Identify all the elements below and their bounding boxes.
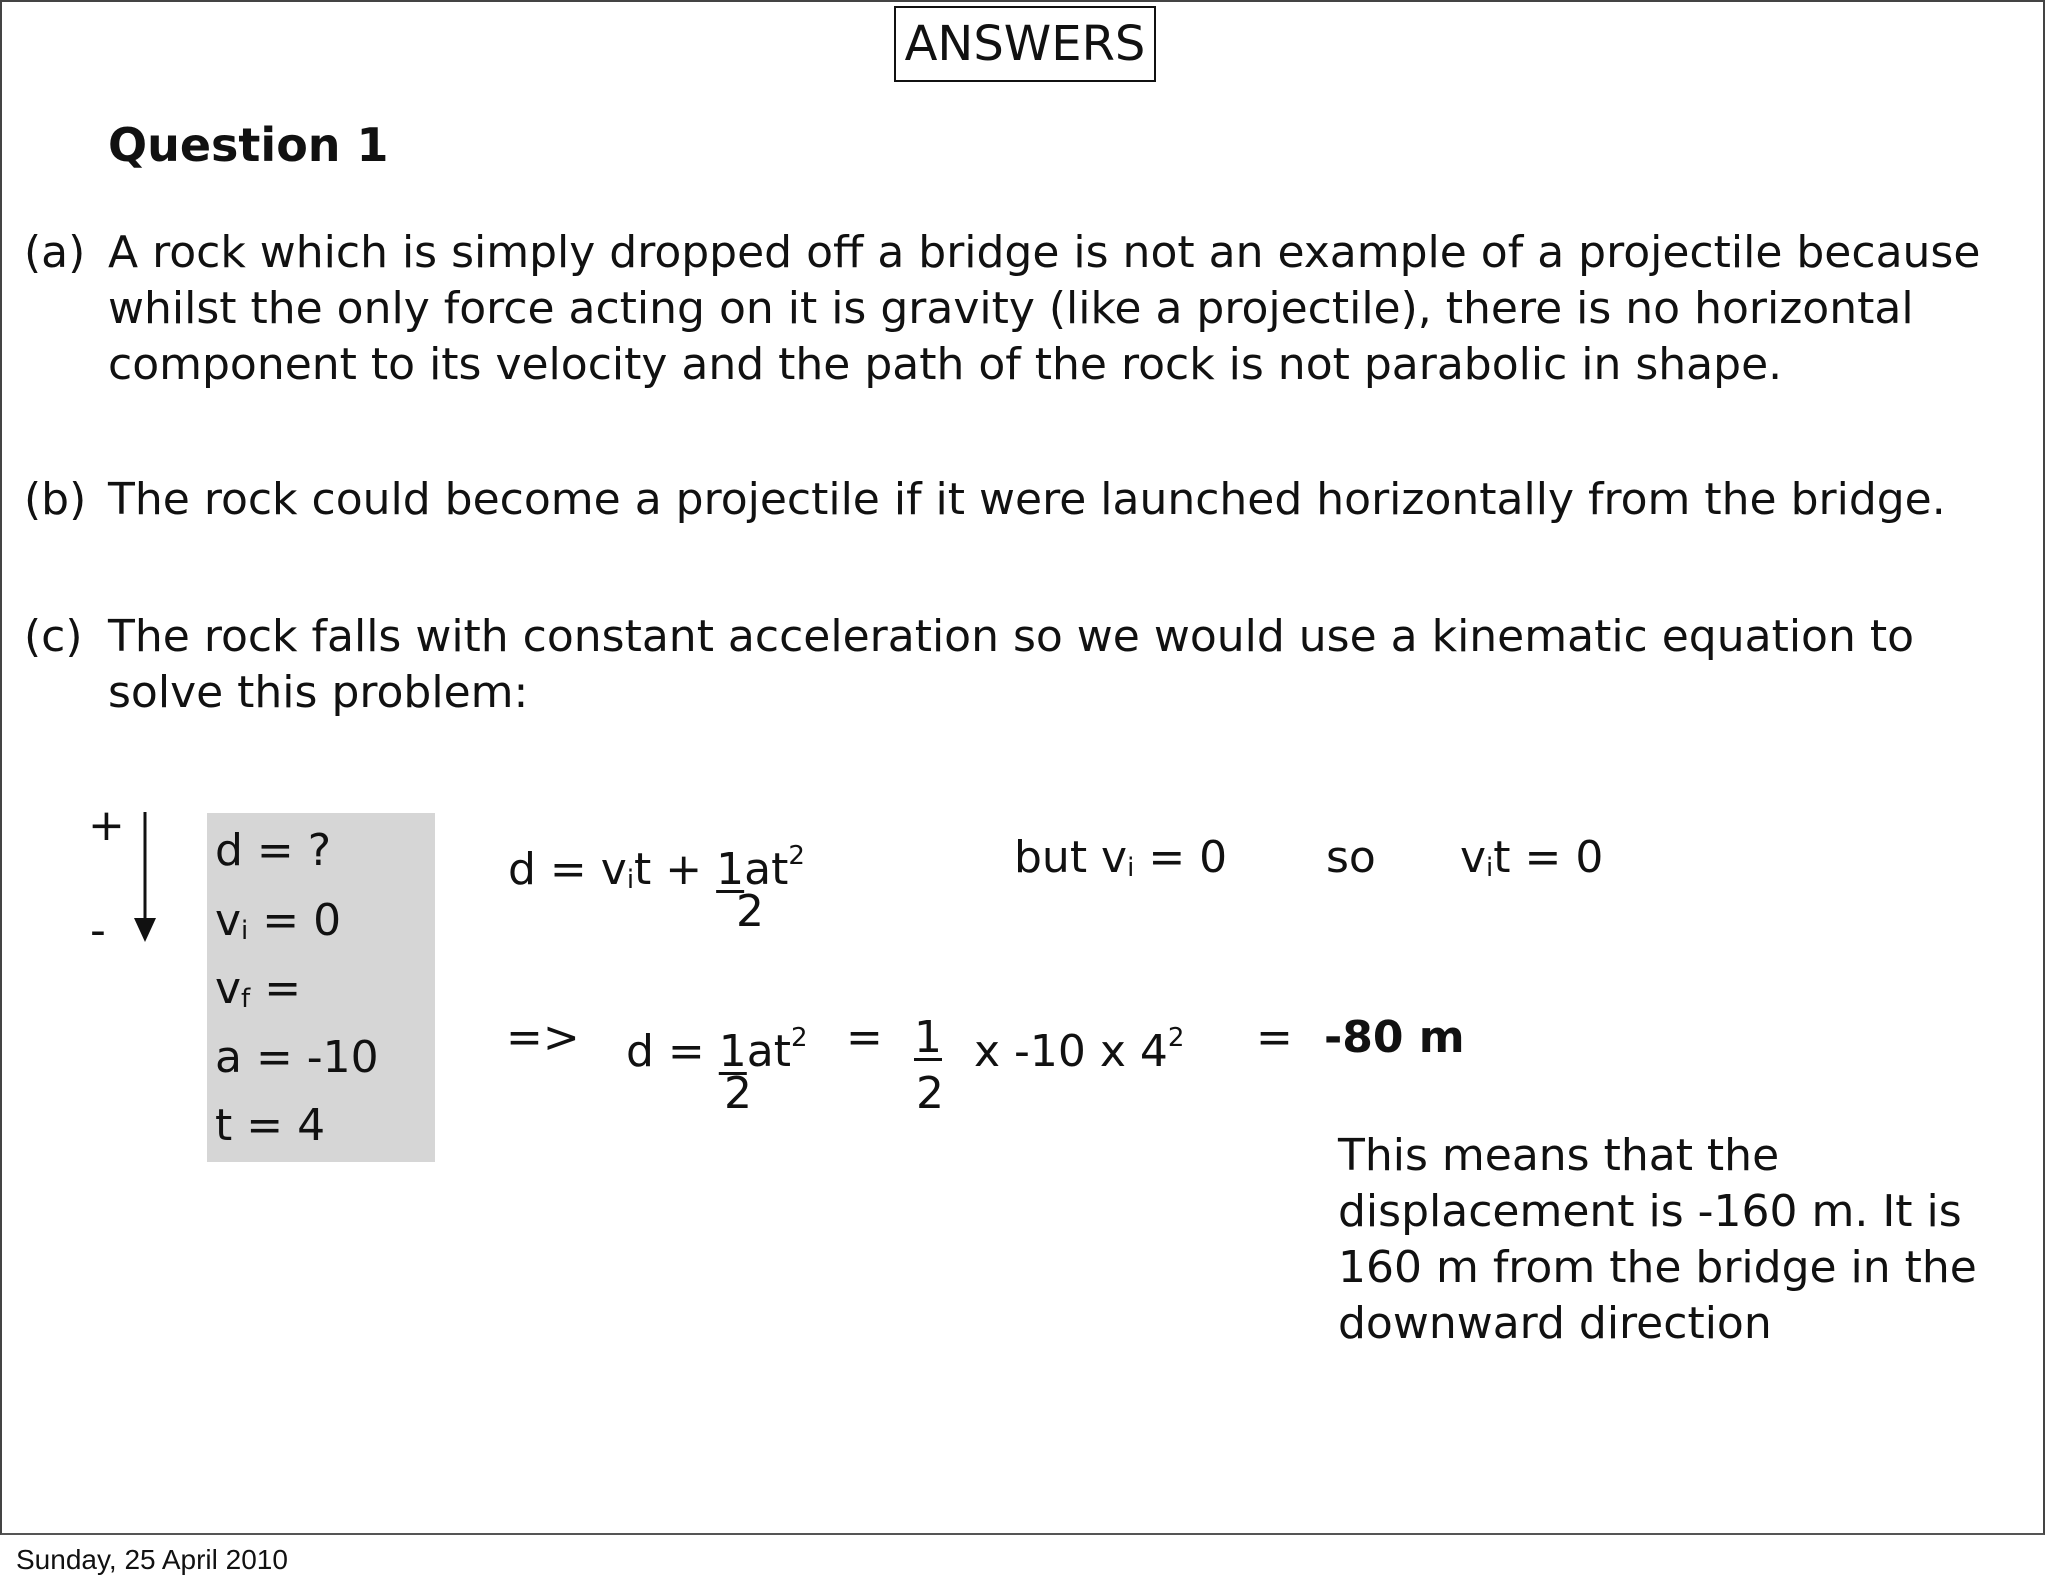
implies-arrow: => <box>506 1012 580 1063</box>
question-title: Question 1 <box>108 118 389 172</box>
vit-zero: $v_it = 0$ <box>1460 832 1604 883</box>
initial-velocity-condition: but $v_i = 0$ <box>1014 832 1228 883</box>
displacement-equation: $d = 1at^2$ <box>626 1023 808 1077</box>
kinematic-equation: $d = v_it + 1at^2$ <box>508 841 805 895</box>
part-c-text: The rock falls with constant acceleration so we would use a kinematic equation to solve this problem: <box>108 611 1915 718</box>
equals-sign-1: = <box>846 1012 883 1063</box>
down-arrow-icon <box>130 810 160 945</box>
footer-date: Sunday, 25 April 2010 <box>16 1544 288 1575</box>
so-word: so <box>1326 832 1376 883</box>
conclusion-text: This means that the displacement is -160 m. It is 160 m from the bridge in the downward direction <box>1338 1130 1977 1349</box>
equals-sign-2: = <box>1256 1012 1293 1063</box>
part-a-text: A rock which is simply dropped off a bridge is not an example of a projectile because whilst the only force acting on it is gravity (like a projectile), there is no horizontal component to its velocity and the path of the rock is not parabolic in shape. <box>108 227 1981 390</box>
equation2-denominator-2: 2 <box>916 1068 944 1119</box>
given-values-box <box>207 813 435 1162</box>
answers-box: ANSWERS <box>894 6 1156 82</box>
part-a-label: (a) <box>24 227 86 278</box>
negative-direction-sign: - <box>90 905 106 956</box>
positive-direction-sign: + <box>88 800 125 851</box>
given-vi: $v_i = 0$ <box>215 895 342 946</box>
equation1-denominator: 2 <box>736 886 764 937</box>
given-a: a = -10 <box>215 1032 379 1083</box>
substitution: x -10 x $4^2$ <box>974 1023 1185 1077</box>
part-c-label: (c) <box>24 611 83 662</box>
equation2-denominator-1: 2 <box>724 1068 752 1119</box>
part-b-text: The rock could become a projectile if it were launched horizontally from the bridge. <box>108 474 1946 525</box>
given-d: d = ? <box>215 825 332 876</box>
result-value: -80 m <box>1324 1012 1465 1063</box>
part-b-label: (b) <box>24 474 87 525</box>
given-t: t = 4 <box>215 1100 326 1151</box>
given-vf: $v_f$ = <box>215 963 302 1014</box>
half-numerator: 1 <box>914 1012 942 1063</box>
